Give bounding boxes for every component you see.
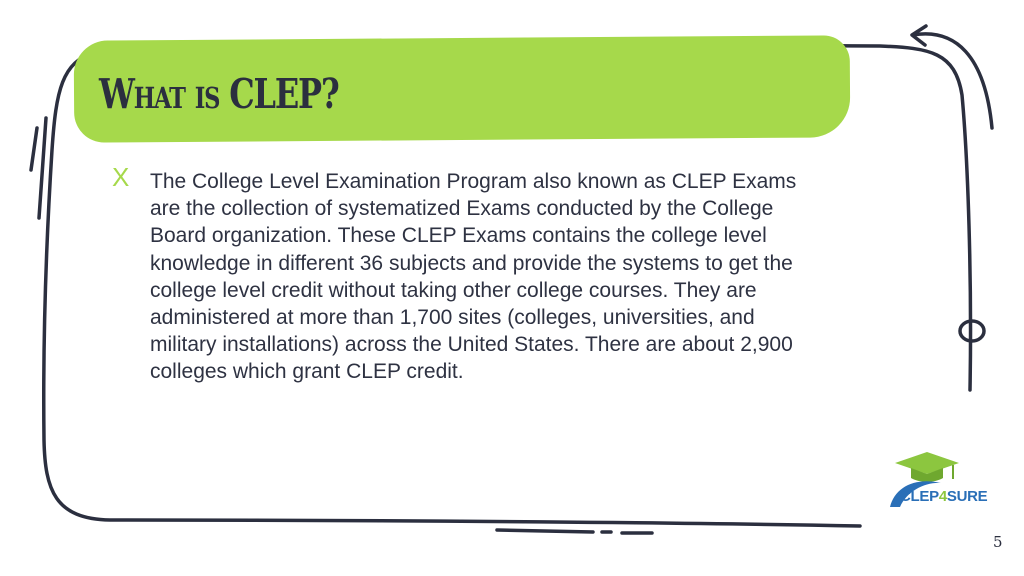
logo-wordmark <box>900 488 987 505</box>
bottom-dash-1 <box>497 530 593 532</box>
bullet-x-marker: X <box>112 162 130 192</box>
slide-title: What is CLEP? <box>99 70 339 118</box>
logo-word-4: 4 <box>938 488 947 505</box>
left-tick-1 <box>31 128 37 170</box>
logo-word-sure: SURE <box>946 488 988 505</box>
logo-word-clep: CLEP <box>900 488 939 505</box>
arrow-curve <box>913 34 992 128</box>
page-number: 5 <box>993 533 1003 551</box>
left-tick-2 <box>39 118 46 218</box>
slide-body-text: The College Level Examination Program also known as CLEP Exams are the collection of systematized Exams conducted by the College Board organization. These CLEP Exams contains the college level knowledge in different 36 subjects and provide the systems to get the college level credit without taking other college courses. They are administered at more than 1,700 sites (colleges, universities, and military installations) across the United States. There are about 2,900 colleges which grant CLEP credit. <box>150 170 797 384</box>
